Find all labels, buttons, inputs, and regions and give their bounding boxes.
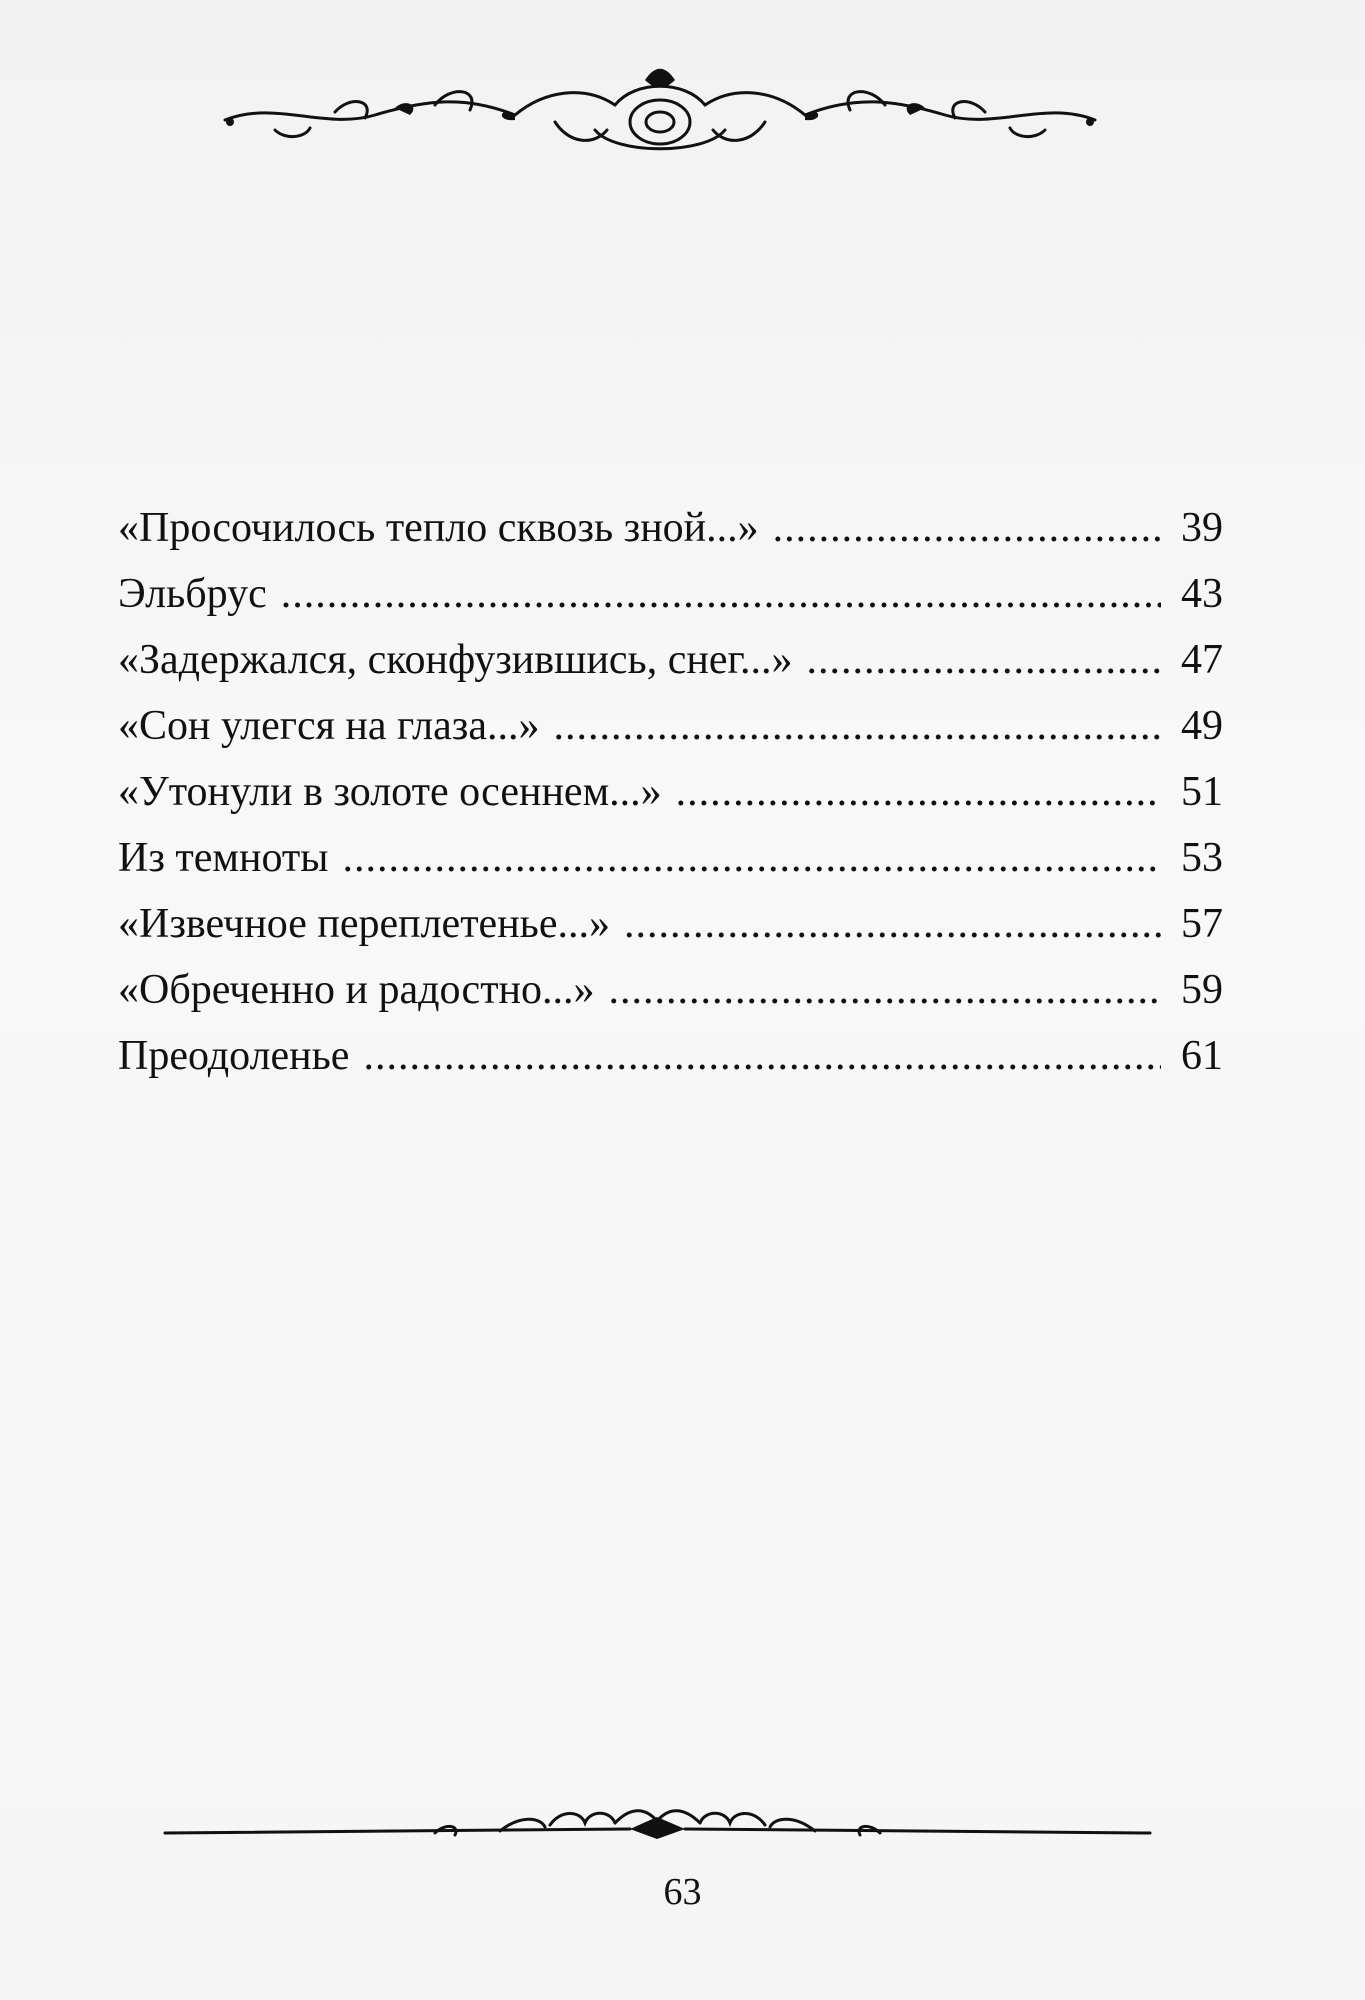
toc-leader-dots [343, 825, 1162, 891]
toc-leader-dots [676, 759, 1161, 825]
toc-entry-title: Из темноты [118, 835, 329, 881]
bottom-divider-ornament-icon [160, 1795, 1155, 1855]
toc-entry[interactable] [118, 693, 1223, 759]
table-of-contents [118, 495, 1223, 1089]
toc-entry-page: 43 [1181, 571, 1223, 617]
toc-entry-title: «Обреченно и радостно...» [118, 967, 595, 1013]
toc-entry-page: 49 [1181, 703, 1223, 749]
toc-entry-page: 53 [1181, 835, 1223, 881]
top-ornament-icon [215, 60, 1105, 170]
toc-entry-title: «Сон улегся на глаза...» [118, 703, 540, 749]
toc-entry[interactable] [118, 891, 1223, 957]
toc-entry-title: Преодоленье [118, 1033, 350, 1079]
toc-leader-dots [281, 561, 1161, 627]
toc-entry[interactable] [118, 561, 1223, 627]
toc-leader-dots [773, 495, 1161, 561]
toc-entry[interactable] [118, 627, 1223, 693]
toc-entry-page: 51 [1181, 769, 1223, 815]
toc-entry[interactable] [118, 957, 1223, 1023]
toc-leader-dots [553, 693, 1161, 759]
toc-entry-title: «Утонули в золоте осеннем...» [118, 769, 662, 815]
toc-entry-page: 57 [1181, 901, 1223, 947]
toc-entry[interactable] [118, 825, 1223, 891]
page-number: 63 [663, 1871, 702, 1913]
toc-entry[interactable] [118, 495, 1223, 561]
toc-entry-page: 59 [1181, 967, 1223, 1013]
toc-entry-title: «Просочилось тепло сквозь зной...» [118, 505, 759, 551]
toc-entry-title: «Извечное переплетенье...» [118, 901, 610, 947]
toc-entry[interactable] [118, 759, 1223, 825]
toc-entry-title: Эльбрус [118, 571, 267, 617]
toc-leader-dots [806, 627, 1161, 693]
toc-leader-dots [609, 957, 1161, 1023]
toc-entry-page: 47 [1181, 637, 1223, 683]
toc-entry[interactable] [118, 1023, 1223, 1089]
toc-leader-dots [624, 891, 1161, 957]
toc-entry-page: 39 [1181, 505, 1223, 551]
toc-entry-title: «Задержался, сконфузившись, снег...» [118, 637, 793, 683]
toc-leader-dots [363, 1023, 1161, 1089]
toc-entry-page: 61 [1181, 1033, 1223, 1079]
